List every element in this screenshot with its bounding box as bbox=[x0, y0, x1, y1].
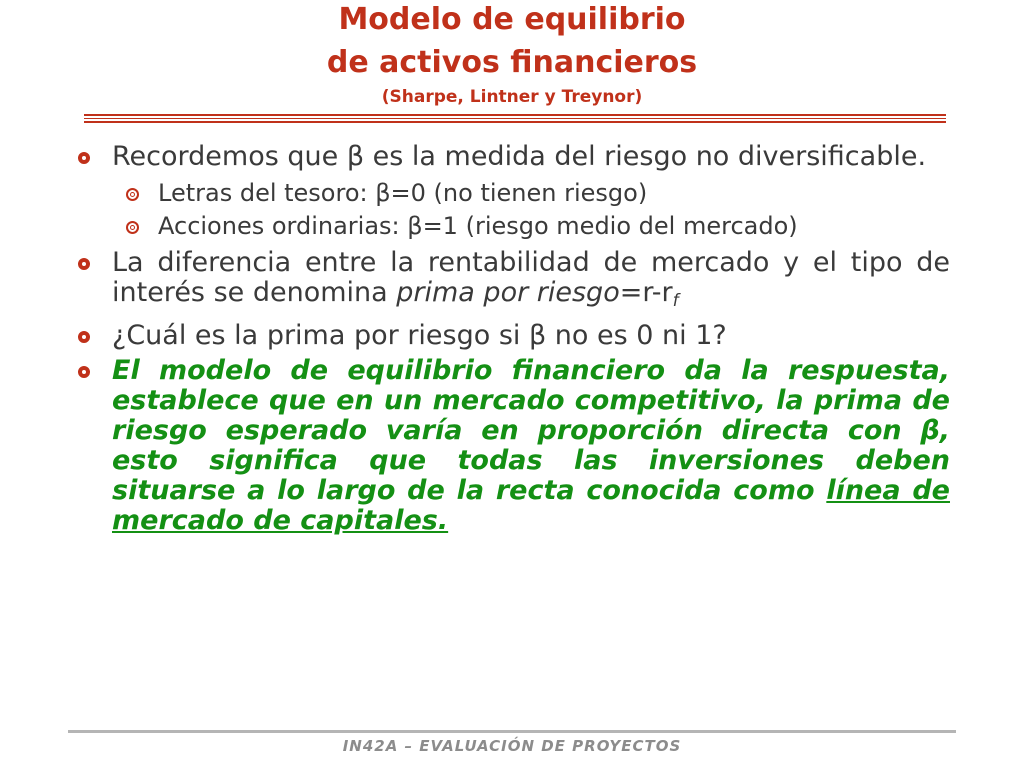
title-line-2: de activos financieros bbox=[326, 45, 698, 80]
sub-bullet-text: Letras del tesoro: β=0 (no tienen riesgo) bbox=[158, 179, 648, 207]
title-divider bbox=[84, 114, 946, 123]
formula-subscript: f bbox=[672, 291, 679, 311]
prima-por-riesgo-term: prima por riesgo bbox=[396, 277, 620, 308]
sub-bullet-text: Acciones ordinarias: β=1 (riesgo medio del mercado) bbox=[158, 212, 798, 240]
bullet-item-1 bbox=[74, 142, 950, 172]
bullet-list bbox=[74, 142, 950, 541]
bullet-icon bbox=[78, 258, 90, 270]
bullet-text: Recordemos que β es la medida del riesgo no diversificable. bbox=[112, 141, 927, 172]
title-subtitle: (Sharpe, Lintner y Treynor) bbox=[381, 87, 643, 107]
sub-bullet-icon bbox=[126, 221, 139, 234]
bullet-icon bbox=[78, 366, 90, 378]
bullet-text: El modelo de equilibrio financiero da la respuesta, establece que en un mercado competitivo, la prima de riesgo esperado varía en proporción directa con β, esto significa que todas las inversiones deben situarse a lo largo de la recta conocida como bbox=[112, 355, 950, 506]
bullet-item-4 bbox=[74, 356, 950, 536]
bullet-text: ¿Cuál es la prima por riesgo si β no es 0 ni 1? bbox=[112, 320, 727, 351]
title-line-1: Modelo de equilibrio bbox=[338, 2, 686, 37]
risk-premium-formula: =r-r bbox=[619, 277, 673, 308]
sub-bullet-icon bbox=[126, 188, 139, 201]
footer-divider bbox=[68, 730, 956, 733]
sub-bullet-item-1 bbox=[74, 177, 950, 209]
bullet-item-3 bbox=[74, 321, 950, 351]
bullet-item-2 bbox=[74, 248, 950, 316]
bullet-text: La diferencia entre la rentabilidad de mercado y el tipo de interés se denomina bbox=[112, 247, 950, 308]
footer-text: IN42A – EVALUACIÓN DE PROYECTOS bbox=[342, 737, 682, 755]
bullet-icon bbox=[78, 331, 90, 343]
sub-bullet-item-2 bbox=[74, 210, 950, 242]
bullet-icon bbox=[78, 152, 90, 164]
capital-market-line-term: línea de mercado de capitales. bbox=[112, 475, 950, 536]
